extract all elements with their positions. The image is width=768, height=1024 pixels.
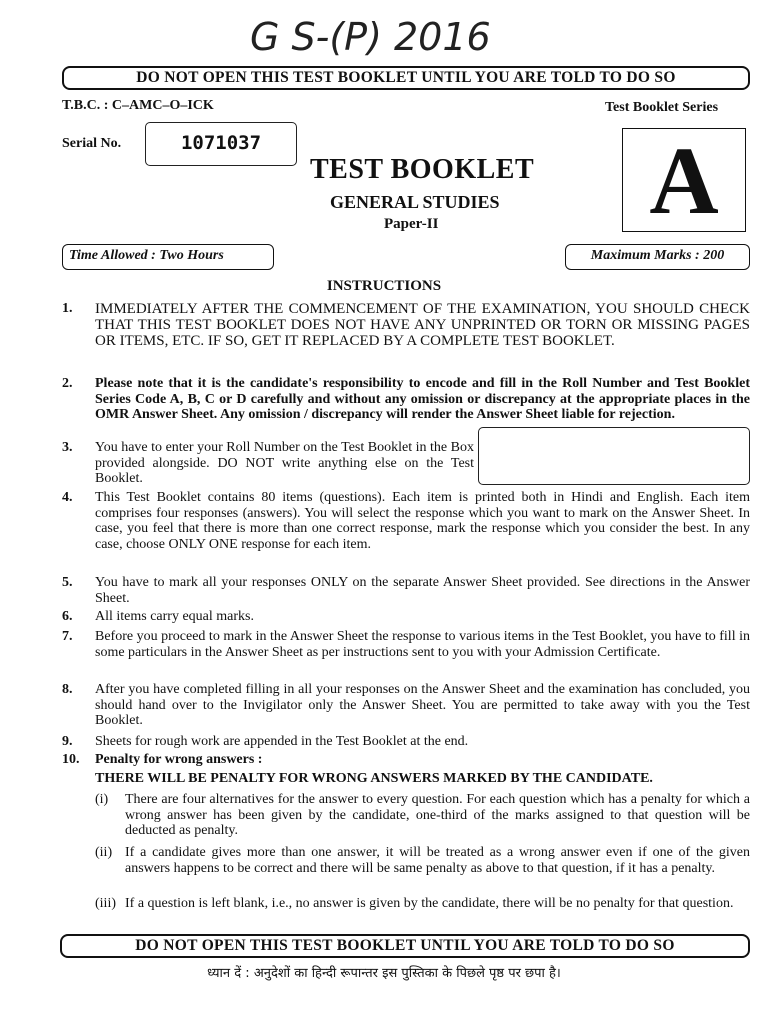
- handwritten-note-text: G S-(P) 2016: [250, 15, 491, 59]
- instructions-heading: INSTRUCTIONS: [326, 278, 442, 294]
- instruction-item: [62, 490, 750, 552]
- serial-number-label: Serial No.: [62, 136, 122, 151]
- instruction-number: 2.: [62, 376, 73, 391]
- instruction-item: [62, 752, 750, 786]
- instruction-item: [62, 301, 750, 349]
- test-booklet-series-label: Test Booklet Series: [605, 100, 719, 115]
- instruction-number: 10.: [62, 752, 80, 767]
- penalty-item-label: (ii): [95, 845, 113, 860]
- roll-number-box[interactable]: [478, 427, 750, 485]
- serial-number-box: 1071037: [145, 122, 297, 166]
- do-not-open-banner-bottom: DO NOT OPEN THIS TEST BOOKLET UNTIL YOU ARE TOLD TO DO SO: [60, 934, 750, 958]
- instruction-text: Sheets for rough work are appended in the Test Booklet at the end.: [95, 734, 469, 749]
- penalty-item-text: If a candidate gives more than one answer, it will be treated as a wrong answer even if one of the given answers happens to be correct and there will be same penalty as above to that question, if it has a penalty.: [125, 845, 750, 876]
- penalty-item-label: (i): [95, 792, 109, 807]
- maximum-marks: Maximum Marks : 200: [565, 244, 750, 270]
- tbc-code: T.B.C. : C–AMC–O–ICK: [62, 98, 214, 113]
- do-not-open-banner-top: DO NOT OPEN THIS TEST BOOKLET UNTIL YOU ARE TOLD TO DO SO: [62, 66, 750, 90]
- instruction-text: Before you proceed to mark in the Answer Sheet the response to various items in the Test Booklet, you have to fill in some particulars in the Answer Sheet as per instructions sent to you with your Admission Certificate.: [95, 629, 750, 660]
- paper-label: Paper-II: [384, 216, 439, 232]
- instruction-item: [62, 440, 474, 487]
- time-allowed: Time Allowed : Two Hours: [62, 244, 274, 270]
- subject-title: GENERAL STUDIES: [330, 192, 500, 212]
- instruction-item: [62, 376, 750, 423]
- penalty-item-text: There are four alternatives for the answer to every question. For each question which has a penalty for which a wrong answer has been given by the candidate, one-third of the marks assigned to that question will be deducted as penalty.: [125, 792, 750, 838]
- instruction-item: [62, 734, 750, 750]
- penalty-item: [95, 896, 750, 912]
- instruction-text: This Test Booklet contains 80 items (questions). Each item is printed both in Hindi and English. Each item comprises four responses (answers). You will select the response which you want to mark on the Answer Sheet. In case, you feel that there is more than one correct response, mark the response which you consider the best. In any case, choose ONLY ONE response for each item.: [95, 490, 750, 552]
- instruction-text: After you have completed filling in all your responses on the Answer Sheet and the examination has concluded, you should hand over to the Invigilator only the Answer Sheet. You are permitted to take away with you the Test Booklet.: [95, 682, 750, 728]
- instruction-text: All items carry equal marks.: [95, 609, 255, 624]
- instruction-number: 6.: [62, 609, 73, 624]
- instruction-text: Please note that it is the candidate's responsibility to encode and fill in the Roll Number and Test Booklet Series Code A, B, C or D carefully and without any omission or discrepancy at the appropriate places in the OMR Answer Sheet. Any omission / discrepancy will render the Answer Sheet liable for rejection.: [95, 376, 750, 422]
- instruction-number: 7.: [62, 629, 73, 644]
- penalty-title: Penalty for wrong answers :: [95, 752, 263, 767]
- instruction-number: 9.: [62, 734, 73, 749]
- instruction-number: 3.: [62, 440, 73, 455]
- instruction-text: You have to mark all your responses ONLY on the separate Answer Sheet provided. See directions in the Answer Sheet.: [95, 575, 750, 606]
- instruction-text: You have to enter your Roll Number on the Test Booklet in the Box provided alongside. DO NOT write anything else on the Test Booklet.: [95, 440, 474, 486]
- hindi-note: ध्यान दें : अनुदेशों का हिन्दी रूपान्तर इस पुस्तिका के पिछले पृष्ठ पर छपा है।: [207, 966, 561, 981]
- instruction-item: [62, 682, 750, 729]
- penalty-item: [95, 845, 750, 876]
- instruction-item: [62, 629, 750, 660]
- instruction-text: IMMEDIATELY AFTER THE COMMENCEMENT OF THE EXAMINATION, YOU SHOULD CHECK THAT THIS TEST BOOKLET DOES NOT HAVE ANY UNPRINTED OR TORN OR MISSING PAGES OR ITEMS, ETC. IF SO, GET IT REPLACED BY A COMPLETE TEST BOOKLET.: [95, 301, 750, 349]
- instruction-number: 1.: [62, 301, 73, 316]
- instruction-item: [62, 575, 750, 606]
- instruction-item: [62, 609, 750, 625]
- series-letter-box: A: [622, 128, 746, 232]
- instruction-number: 4.: [62, 490, 73, 505]
- penalty-item: [95, 792, 750, 839]
- instruction-number: 5.: [62, 575, 73, 590]
- penalty-item-label: (iii): [95, 896, 116, 911]
- penalty-item-text: If a question is left blank, i.e., no answer is given by the candidate, there will be no penalty for that question.: [125, 896, 734, 911]
- booklet-title: TEST BOOKLET: [310, 154, 535, 185]
- handwritten-note: [240, 6, 680, 62]
- instruction-number: 8.: [62, 682, 73, 697]
- penalty-subtitle: THERE WILL BE PENALTY FOR WRONG ANSWERS MARKED BY THE CANDIDATE.: [95, 770, 653, 786]
